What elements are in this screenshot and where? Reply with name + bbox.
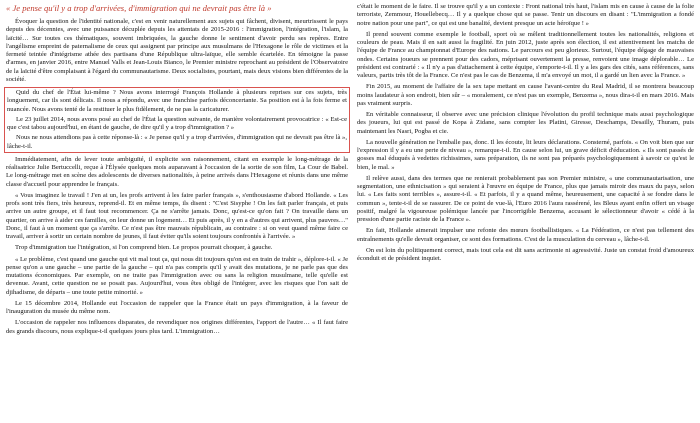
paragraph: Il prend souvent comme exemple le football, sport où se mêlent traditionnellement toutes les nationalités, religions et couleurs de peau. Mais il en sait aussi la fragilité. En juin 2012, juste après son élection, il est attentivement les matchs de l'équipe de France au championnat d'Europe des nations. Le parcours est peu glorieux. Surtout, l'équipe dégage de mauvaises ondes. Certains joueurs se prennent pour des cadors, méprisant ouvertement la presse, renvoient une image déplorable… Le président est contrarié : « Il n'y a pas d'attachement à cette équipe, s'emporte-t-il. Il y a les gars des cités, sans références, sans valeurs, partis très tôt de la France. Ce n'est pas le cas de Benzema, il m'a envoyé un mot, il a gardé un lien avec la France. » [357,30,694,79]
article-headline: « Je pense qu'il y a trop d'arrivées, d'immigration qui ne devrait pas être là » [6,3,272,13]
highlighted-box [4,87,350,153]
paragraph: L'occasion de rappeler nos influences disparates, de revendiquer nos origines différentes, l'apport de l'autre… « Il faut faire des grands discours, nous explique-t-il quelques jours plus tard. L'immigration… [6,319,348,335]
paragraph: Le 15 décembre 2014, Hollande eut l'occasion de rappeler que la France était un pays d'immigration, à la faveur de l'inauguration du musée du même nom. [6,299,348,315]
highlighted-paragraph: Quid du chef de l'État lui-même ? Nous avons interrogé François Hollande à plusieurs reprises sur ces sujets, très longuement, car ils sont délicats. Il nous a répondu, avec une franchise parfois déconcertante. Sa position est à la fois ferme et nuancée. Nous avons tenté de la restituer le plus fidèlement, de ne pas la caricaturer. [7,89,347,113]
paragraph: Immédiatement, afin de lever toute ambiguïté, il explicite son raisonnement, citant en exemple le long-métrage de la réalisatrice Julie Bertuccelli, reçue à l'Élysée quelques mois auparavant à l'occasion de la sortie de son film, La Cour de Babel. Le long-métrage met en scène des adolescents de diverses nationalités, à peine arrivés dans l'Hexagone et réunis dans une même classe d'accueil pour apprendre le français. [6,155,348,188]
paragraph: « Le problème, c'est quand une gauche qui vit mal tout ça, qui nous dit toujours qu'on est en train de trahir », déplore-t-il. « Je pense qu'on a une gauche – une partie de la gauche – qui n'a pas compris qu'il y avait des mutations, je ne parle pas que des mutations économiques. Par exemple, on ne traite pas l'immigration avec ou sans la religion musulmane, telle qu'elle est devenue. Avant, cette question ne se posait pas. Aujourd'hui, vous êtes obligé de l'intégrer, avec les risques que l'on sait de djihadisme, de départs – une toute petite minorité. » [6,255,348,296]
paragraph: On est loin du politiquement correct, mais tout cela est dit sans acrimonie ni agressivité. Juste un constat froid d'amoureux éconduit et de président inquiet. [357,246,694,262]
highlighted-paragraph: Nous ne nous attendions pas à cette réponse-là : « Je pense qu'il y a trop d'arrivées, d'immigration qui ne devrait pas être là », lâche-t-il. [7,134,347,150]
paragraph: Trop d'immigration tue l'intégration, si l'on comprend bien. Le propos pourrait choquer, à gauche. [15,244,273,252]
highlighted-paragraph: Le 23 juillet 2014, nous avons posé au chef de l'État la question suivante, de manière volontairement provocatrice : « Est-ce que c'est tabou aujourd'hui, en étant de gauche, de dire qu'il y a trop d'immigration ? » [7,115,347,131]
paragraph: En fait, Hollande aimerait impulser une refonte des mœurs footballistiques. « La Fédération, ce n'est pas tellement des entraînements qu'elle devrait organiser, ce sont des formations. C'est de la musculation du cerveau », lâche-t-il. [357,227,694,243]
left-column [6,3,348,339]
paragraph: En véritable connaisseur, il observe avec une précision clinique l'évolution du profil technique mais aussi psychologique des joueurs, lui qui est passé de Kopa à Zidane, sans compter les Platini, Giresse, Deschamps, Desailly, Thuram, puis maintenant les Nasri, Pogba et cie. [357,111,694,135]
paragraph: La nouvelle génération ne l'emballe pas, donc. Il les écoute, lit leurs déclarations. Consterné, parfois. « On voit bien que sur l'expression il y a eu une perte de niveau », remarque-t-il. En cause selon lui, un grave déficit d'éducation. « Ils sont passés de gosses mal éduqués à vedettes richissimes, sans préparation, ils ne sont pas préparés psychologiquement à savoir ce qu'est le bien, le mal. » [357,138,694,171]
paragraph: « Vous imaginez le travail ! J'en ai un, les profs arrivent à les faire parler français », s'enthousiasme d'abord Hollande. « Les profs sont très fiers, très heureux, reprend-il. Et en même temps, ils disent : "C'est Sisyphe ! On les fait parler français, et puis arrive un autre groupe, et il faut tout recommencer. Ça ne s'arrête jamais. Donc, qu'est-ce qu'on fait ? On travaille dans un quartier, on arrive à aider ces familles, on leur donne un logement… Et puis après, il y en a d'autres qui arrivent, plus pauvres…" Donc, il faut à un moment que ça s'arrête. Ce n'est pas être mauvais républicain, au contraire : si on veut quand même faire ce travail, arriver à sortir un certain nombre de jeunes, il faut éviter qu'ils soient toujours confrontés à l'arrivée. » [6,191,348,240]
paragraph: Fin 2015, au moment de l'affaire de la sex tape mettant en cause l'avant-centre du Real Madrid, il se montrera beaucoup moins laudateur à son endroit, bien sûr – « moralement, ce n'est pas un exemple, Benzema », nous dira-t-il en mars 2016. Mais pas vraiment surpris. [357,83,694,107]
paragraph: Évoquer la question de l'identité nationale, c'est en venir naturellement aux sujets qui fâchent, divisent, meurtrissent le pays depuis des décennies, avec une puissance décuplée depuis les attentats de 2015-2016 : l'immigration, l'intégration, l'islam, la laïcité… Sur toutes ces thématiques, souvent imbriquées, la gauche donne le sentiment d'avoir perdu ses repères. Entre l'angélisme empreint de paternalisme de ceux qui assignent par principe aux musulmans de l'Hexagone le rôle de victimes et la fermeté teintée d'intégrisme athée des partisans d'une République ultra-laïque, elle semble écartelée. En témoigne la passe d'armes, en janvier 2016, entre Manuel Valls et Jean-Louis Bianco, le Premier ministre reprochant au président de l'Observatoire de la laïcité d'être complaisant à l'égard du communautarisme. Deux socialistes, pourtant, mais deux visions bien différentes de la société. [6,18,348,83]
paragraph: Il relève aussi, dans des termes que ne renierait probablement pas son Premier ministre, « une communautarisation, une segmentation, une ethnicisation » qui seraient à l'œuvre en équipe de France, plus que jamais miroir des maux du pays, selon lui. « Les faits sont terribles », assure-t-il. « Et parfois, il y a quand même, heureusement, une capacité à se fondre dans le commun », tente-t-il de se rassurer. De ce point de vue-là, l'Euro 2016 l'aura rassérené, les Bleus ayant enfin offert un visage positif, malgré la vigoureuse polémique lancée par l'incorrigible Benzema, accusant le sélectionneur d'avoir « cédé à la pression d'une partie raciste de la France ». [357,174,694,223]
paragraph: c'était le moment de le faire. Il se trouve qu'il y a un contexte : Front national très haut, l'islam mis en cause à cause de la folie terroriste, Zemmour, Houellebecq… Il y a quelque chose qui se passe. Tenir un discours en disant : "L'immigration a fondé notre nation pour une part", ce qui est une banalité, devient presque un acte héroïque ! » [357,3,694,27]
right-column [357,3,694,266]
